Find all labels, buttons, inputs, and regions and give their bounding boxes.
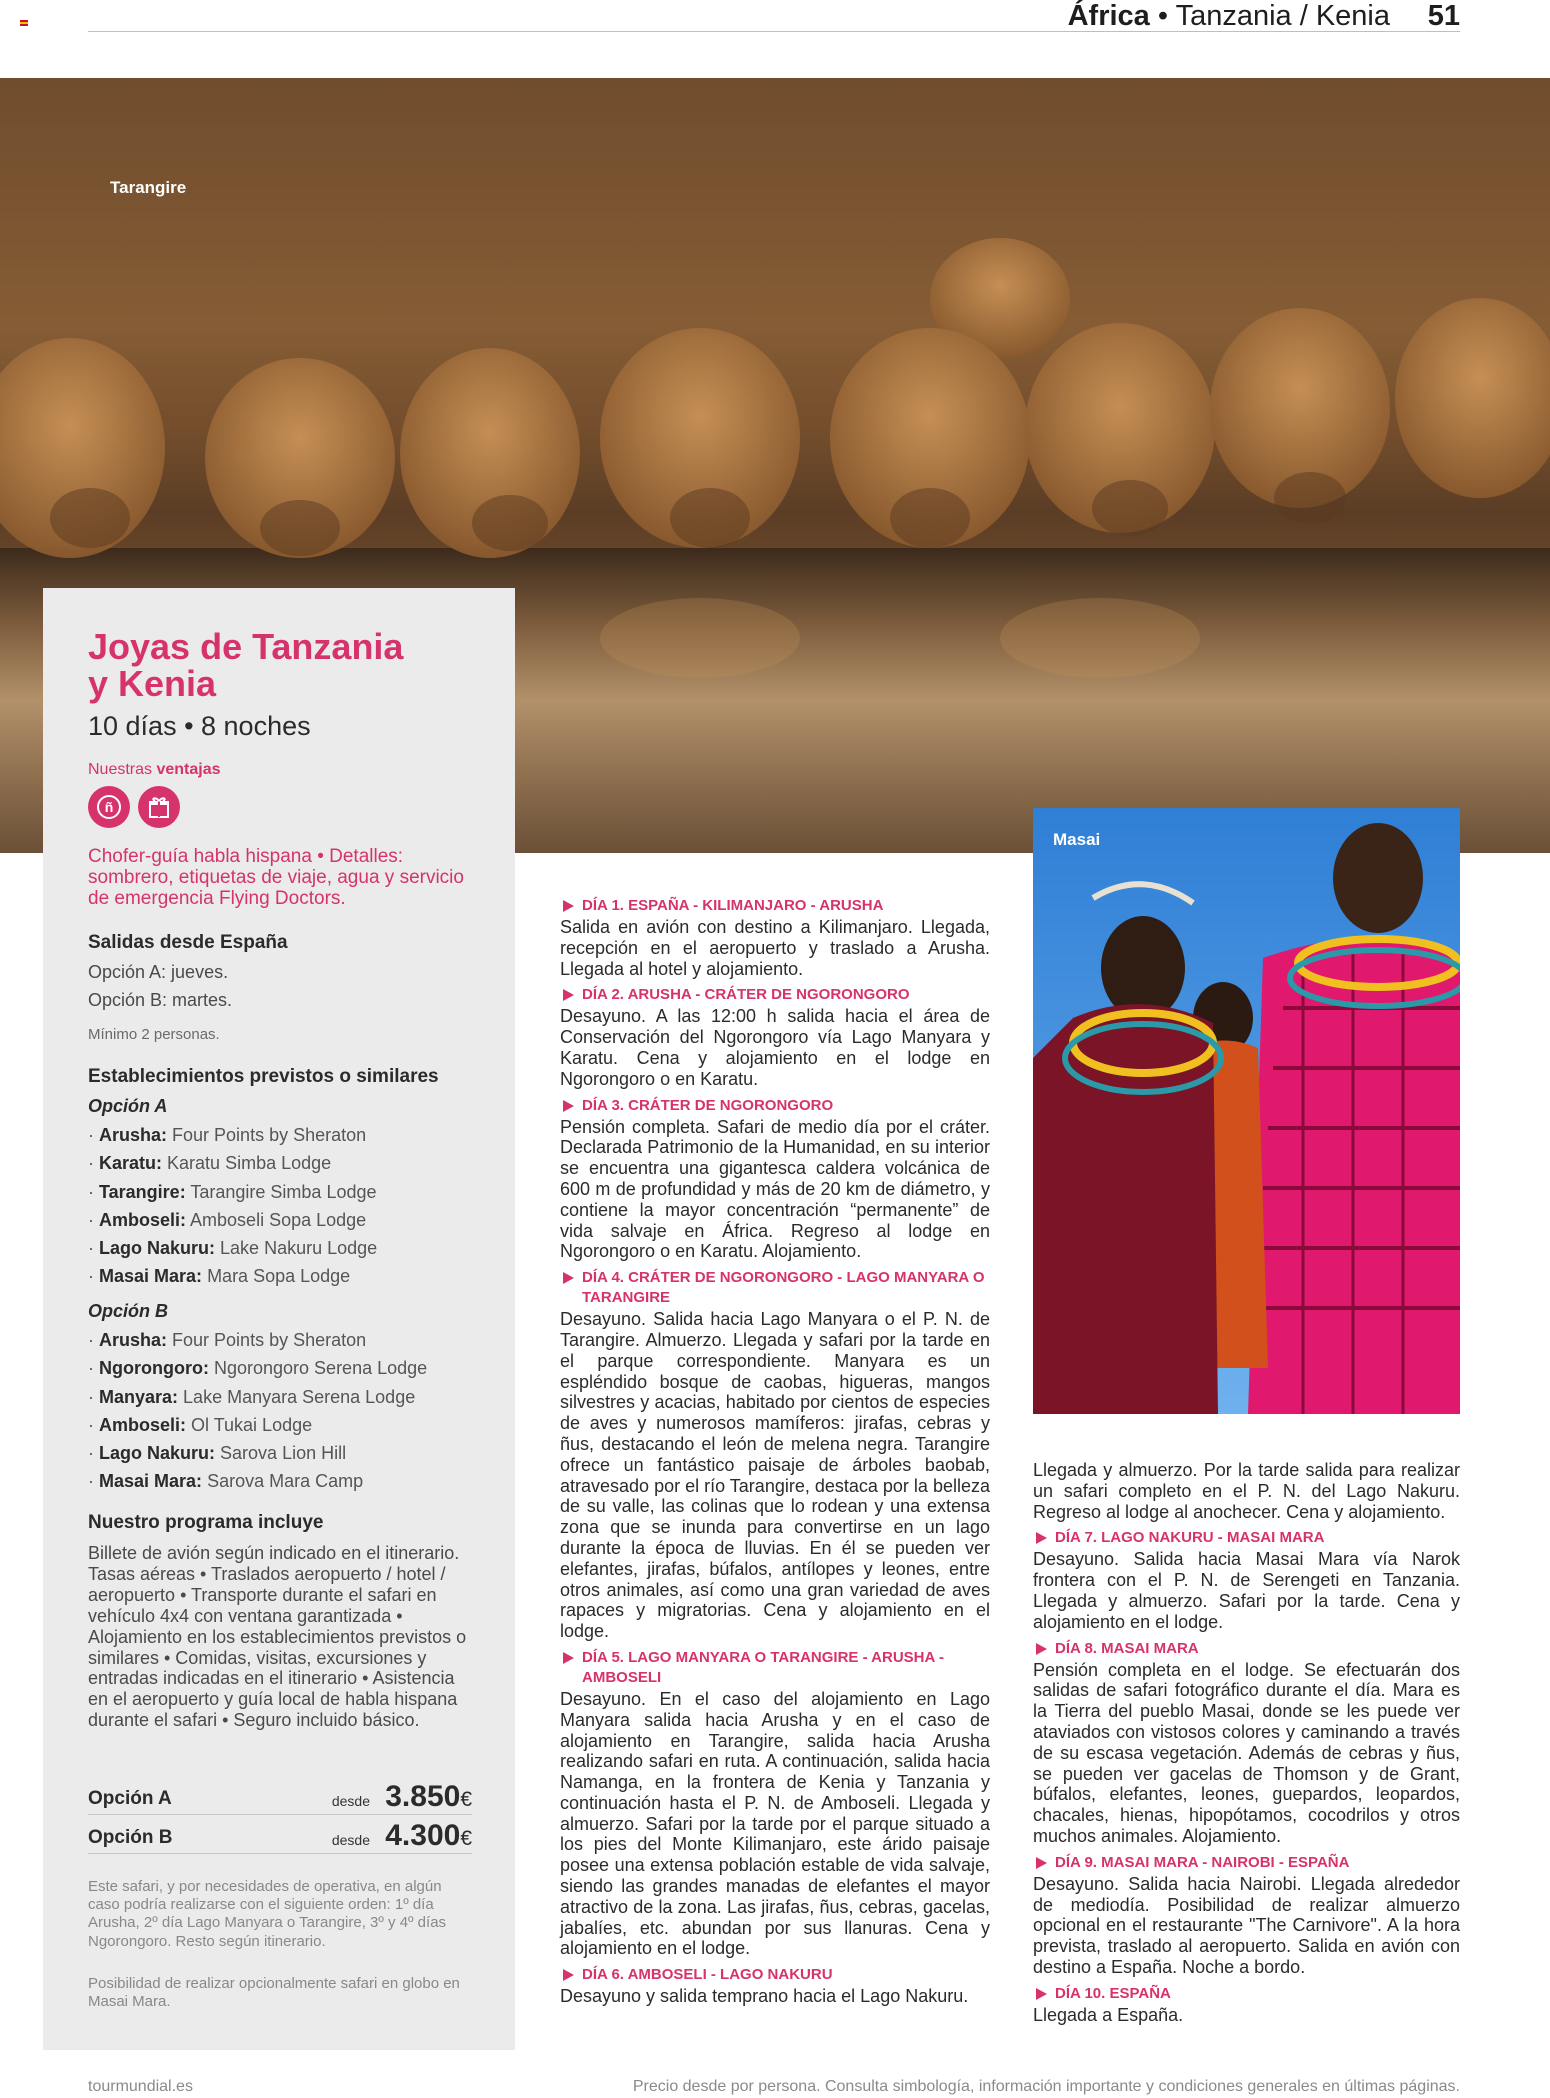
list-item: · Arusha: Four Points by Sheraton (88, 1125, 367, 1145)
day-title: DÍA 8. MASAI MARA (1055, 1639, 1199, 1657)
day-text: Pensión completa. Safari de medio día por el cráter. Declarada Patrimonio de la Humanidad, en su interior se encuentra una gigantesca caldera volcánica de 600 m de profundidad y más de 20 km de diámetro, y contiene la mayor concentración “permanente” de vida salvaje en África. Regreso al lodge en Ngorongoro o en Karatu. Alojamiento. (560, 1116, 990, 1262)
play-marker-icon (560, 1271, 576, 1285)
masai-photo (1033, 808, 1460, 1414)
itinerary-day (560, 1268, 990, 1642)
play-marker-icon (1033, 1531, 1049, 1545)
list-item: · Tarangire: Tarangire Simba Lodge (88, 1181, 377, 1202)
play-marker-icon (560, 899, 576, 913)
list-item: · Lago Nakuru: Sarova Lion Hill (88, 1443, 347, 1464)
play-marker-icon (560, 988, 576, 1002)
trip-title: Joyas de Tanzania y Kenia (88, 626, 404, 704)
list-item: · Arusha: Four Points by Sheraton (88, 1330, 367, 1350)
list-item: · Karatu: Karatu Simba Lodge (88, 1153, 332, 1174)
spanish-guide-icon (88, 786, 130, 828)
list-item: · Lago Nakuru: Lake Nakuru Lodge (88, 1238, 378, 1259)
itinerary-day (560, 1648, 990, 1959)
itinerary-day (1033, 1984, 1460, 2026)
itinerary-day (1033, 1853, 1460, 1978)
day-title: DÍA 4. CRÁTER DE NGORONGORO - LAGO MANYARA O TARANGIRE (582, 1269, 985, 1307)
trip-duration: 10 días • 8 noches (88, 711, 311, 741)
section-title: África • Tanzania / Kenia (1067, 0, 1390, 32)
play-marker-icon (1033, 1856, 1049, 1870)
day-title: DÍA 1. ESPAÑA - KILIMANJARO - ARUSHA (582, 897, 884, 914)
hotels-option-a-label: Opción A (88, 1096, 168, 1116)
list-item: · Masai Mara: Sarova Mara Camp (88, 1471, 364, 1492)
price-label: Opción B (88, 1827, 173, 1848)
play-marker-icon (560, 1651, 576, 1665)
hotels-heading: Establecimientos previstos o similares (88, 1066, 439, 1087)
list-item: · Amboseli: Ol Tukai Lodge (88, 1414, 313, 1435)
advantages-text: Chofer-guía habla hispana • Detalles: sombrero, etiquetas de viaje, agua y servicio de emergencia Flying Doctors. (88, 846, 464, 909)
day-title: DÍA 9. MASAI MARA - NAIROBI - ESPAÑA (1055, 1853, 1350, 1871)
list-item: · Manyara: Lake Manyara Serena Lodge (88, 1386, 416, 1407)
day-title: DÍA 10. ESPAÑA (1055, 1984, 1171, 2002)
footer-disclaimer: Precio desde por persona. Consulta simbología, información importante y condiciones generales en últimas páginas. (632, 2078, 1460, 2095)
masai-caption: Masai (1053, 830, 1101, 849)
operational-note: Este safari, y por necesidades de operativa, en algún caso podría realizarse con el siguiente orden: 1º día Arusha, 2º día Lago Manyara o Tarangire, 3º y 4º días Ngorongoro. Resto según itinerario. (88, 1878, 447, 1950)
day-text: Desayuno y salida temprano hacia el Lago Nakuru. (560, 1986, 969, 2007)
day-text: Desayuno. Salida hacia Nairobi. Llegada alrededor de mediodía. Posibilidad de realizar almuerzo opcional en el restaurante "The Carnivore". A la hora prevista, traslado al aeropuerto. Salida en avión con destino a España. Noche a bordo. (1033, 1873, 1460, 1977)
day-text: Desayuno. En el caso del alojamiento en Lago Manyara salida hacia Arusha y en el caso de alojamiento en Tarangire, salida hacia Arusha realizando safari en ruta. A continuación, salida hacia Namanga, en la frontera de Kenia y Tanzania y continuación hasta el P. N. de Amboseli. Llegada y almuerzo. Safari por la tarde por el parque situado a los pies del Monte Kilimanjaro, este árido paisaje posee una extensa población estable de vida salvaje, siendo las grandes manadas de elefantes el mayor atractivo de la zona. Las jirafas, ñus, cebras, gacelas, jabalíes, etc. abundan por sus llanuras. Cena y alojamiento en el lodge. (560, 1688, 990, 1959)
itinerary-column-1 (560, 896, 990, 2013)
flag-icon (20, 20, 28, 26)
day-title: DÍA 3. CRÁTER DE NGORONGORO (582, 1096, 834, 1114)
includes-heading: Nuestro programa incluye (88, 1512, 324, 1533)
itinerary-day (560, 1965, 990, 2007)
day-title: DÍA 7. LAGO NAKURU - MASAI MARA (1055, 1529, 1325, 1547)
advantages-label: Nuestras ventajas (88, 761, 221, 778)
day-text: Llegada a España. (1033, 2004, 1184, 2025)
day-text: Desayuno. Salida hacia Lago Manyara o el P. N. de Tarangire. Almuerzo. Llegada y safari por la tarde en el parque correspondiente. Manyara es un espléndido bosque de caobas, higueras, mangos silvestres y acacias, habitado por cientos de especies de aves y numerosos mamíferos: jirafas, cebras y ñus, destacando el león de melena negra. Tarangire ofrece un fantástico paisaje de árboles baobab, atravesado por el río Tarangire, destaca por la belleza de su valle, las colinas que lo rodean y una extensa zona que se inunda para convertirse en un lago durante la época de lluvias. En él se pueden ver elefantes, jirafas, búfalos, antílopes y leones, entre otros animales, así como una gran variedad de aves rapaces y migratorias. Cena y alojamiento en el lodge. (560, 1309, 990, 1642)
departure-option-b: Opción B: martes. (88, 990, 233, 1010)
day6-continuation: Llegada y almuerzo. Por la tarde salida para realizar un safari completo en el P. N. del Lago Nakuru. Regreso al lodge al anochecer. Cena y alojamiento. (1033, 1460, 1460, 1522)
list-item: · Masai Mara: Mara Sopa Lodge (88, 1266, 351, 1287)
price-desde: desde (331, 1832, 370, 1848)
itinerary-day (560, 1096, 990, 1263)
page-number: 51 (1427, 0, 1460, 32)
price-amount: 4.300€ (385, 1819, 472, 1852)
day-text: Salida en avión con destino a Kilimanjaro. Llegada, recepción en el aeropuerto y traslado a Arusha. Llegada al hotel y alojamiento. (560, 917, 990, 979)
hotels-option-b-list (88, 1326, 488, 1496)
day-title: DÍA 6. AMBOSELI - LAGO NAKURU (582, 1966, 833, 1984)
itinerary-day (1033, 1528, 1460, 1632)
itinerary-day (1033, 1639, 1460, 1847)
hero-caption: Tarangire (110, 178, 187, 197)
day-text: Desayuno. A las 12:00 h salida hacia el área de Conservación del Ngorongoro vía Lago Manyara y Karatu. Cena y alojamiento en el lodge en Ngorongoro o en Karatu. (560, 1006, 990, 1089)
price-label: Opción A (88, 1788, 172, 1809)
play-marker-icon (1033, 1642, 1049, 1656)
departure-option-a: Opción A: jueves. (88, 962, 229, 982)
itinerary-day (560, 896, 990, 979)
balloon-note: Posibilidad de realizar opcionalmente safari en globo en Masai Mara. (88, 1975, 460, 2011)
play-marker-icon (560, 1968, 576, 1982)
itinerary-day (560, 985, 990, 1089)
itinerary-column-2 (1033, 1460, 1460, 2032)
departures-heading: Salidas desde España (88, 932, 288, 953)
day-text: Pensión completa en el lodge. Se efectuarán dos salidas de safari fotográfico durante el día. Mara es la Tierra del pueblo Masai, donde se les puede ver ataviados con vistosos colores y caminando a través de su escasa vegetación. Además de cebras y ñus, se pueden ver gacelas de Thomson y de Grant, búfalos, elefantes, leones, guepardos, leopardos, chacales, hienas, hipopótamos, cocodrilos y otros muchos animales. Alojamiento. (1033, 1659, 1460, 1846)
svg-text:ñ: ñ (104, 799, 114, 815)
footer-site-link[interactable]: tourmundial.es (88, 2078, 193, 2095)
masai-illustration (1033, 808, 1460, 1414)
hotels-option-a-list (88, 1121, 488, 1291)
day-title: DÍA 5. LAGO MANYARA O TARANGIRE - ARUSHA - AMBOSELI (582, 1648, 944, 1686)
price-row-option-a (88, 1779, 472, 1815)
gift-icon (138, 786, 180, 828)
price-amount: 3.850€ (385, 1780, 472, 1813)
advantages-icons (88, 786, 180, 828)
day-text: Desayuno. Salida hacia Masai Mara vía Narok frontera con el P. N. de Serengeti en Tanzania. Llegada y almuerzo. Safari por la tarde. Cena y alojamiento en el lodge. (1033, 1549, 1460, 1632)
play-marker-icon (1033, 1987, 1049, 2001)
list-item: · Amboseli: Amboseli Sopa Lodge (88, 1209, 367, 1230)
minimum-persons: Mínimo 2 personas. (88, 1026, 220, 1043)
price-desde: desde (331, 1793, 370, 1809)
hotels-option-b-label: Opción B (88, 1301, 168, 1321)
play-marker-icon (560, 1099, 576, 1113)
list-item: · Ngorongoro: Ngorongoro Serena Lodge (88, 1358, 428, 1379)
includes-text: Billete de avión según indicado en el itinerario. Tasas aéreas • Traslados aeropuerto / hotel / aeropuerto • Transporte durante el safari en vehículo 4x4 con ventana garantizada • Alojamiento en los establecimientos previstos o similares • Comidas, visitas, excursiones y entradas indicadas en el itinerario • Asistencia en el aeropuerto y guía local de habla hispana durante el safari • Seguro incluido básico. (88, 1543, 467, 1731)
price-row-option-b (88, 1818, 472, 1854)
day-title: DÍA 2. ARUSHA - CRÁTER DE NGORONGORO (582, 986, 910, 1004)
